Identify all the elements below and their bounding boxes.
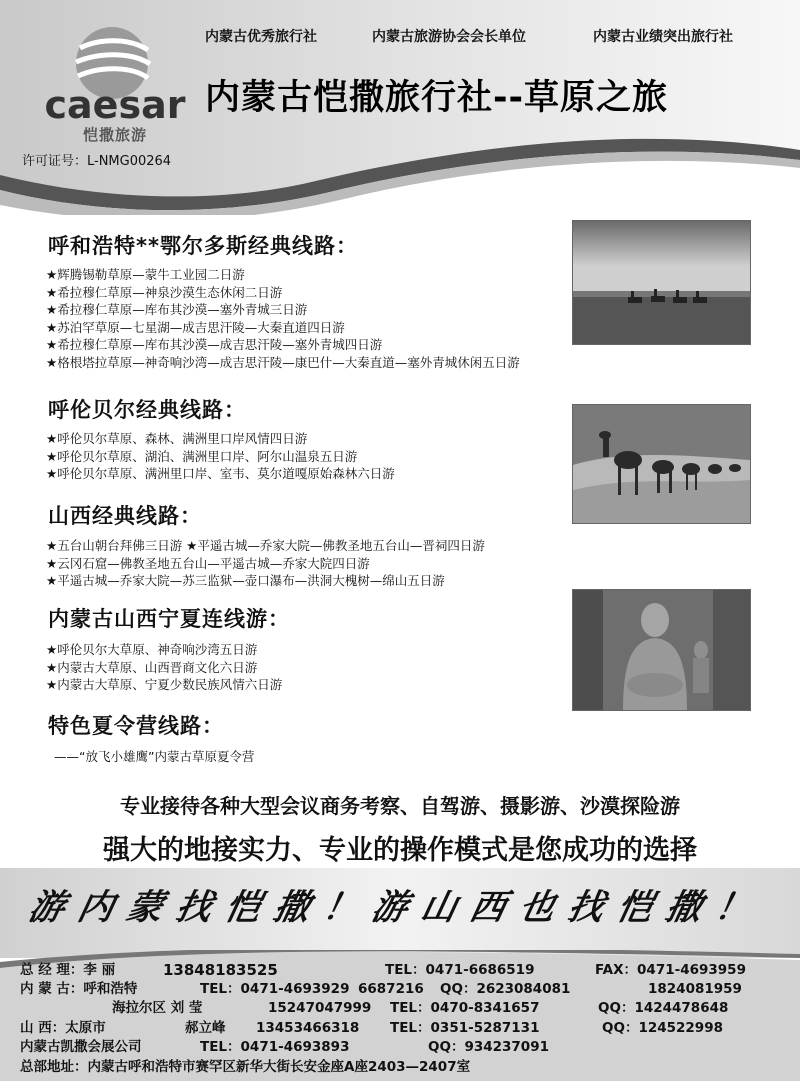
exhibition-company: 内蒙古凯撒会展公司 bbox=[20, 1039, 142, 1055]
gm-mobile: 13848183525 bbox=[163, 961, 278, 979]
license-number: 许可证号：L-NMG00264 bbox=[22, 154, 172, 169]
service-slogan: 专业接待各种大型会议商务考察、自驾游、摄影游、沙漠探险游 bbox=[120, 794, 680, 818]
section-title-hulunbuir: 呼伦贝尔经典线路： bbox=[48, 398, 246, 422]
route-item: ★内蒙古大草原、山西晋商文化六日游 bbox=[46, 659, 258, 675]
grassland-horse-photo bbox=[572, 220, 751, 345]
desert-camel-photo bbox=[572, 404, 751, 524]
route-item: ★格根塔拉草原—神奇响沙湾—成吉思汗陵—康巴什—大秦直道—塞外青城休闲五日游 bbox=[46, 354, 520, 370]
route-item: ★云冈石窟—佛教圣地五台山—平遥古城—乔家大院四日游 bbox=[46, 555, 370, 571]
route-list-hohhot-ordos bbox=[46, 266, 520, 372]
gm-name: 总 经 理：李 丽 bbox=[20, 962, 116, 978]
hohhot-qq-2: 1824081959 bbox=[648, 981, 742, 997]
route-item: ★希拉穆仁草原—库布其沙漠—塞外青城三日游 bbox=[46, 302, 308, 318]
route-list-combined bbox=[46, 641, 282, 694]
shanxi-tel: TEL：0351-5287131 bbox=[390, 1020, 540, 1036]
hq-address: 总部地址：内蒙古呼和浩特市赛罕区新华大街长安金座A座2403—2407室 bbox=[20, 1059, 471, 1075]
page-title: 内蒙古恺撒旅行社--草原之旅 bbox=[205, 78, 669, 118]
section-title-inner-mongolia-shanxi-ningxia: 内蒙古山西宁夏连线游： bbox=[48, 607, 290, 631]
route-list-summer-camp bbox=[54, 748, 254, 766]
route-item: ★呼伦贝尔大草原、神奇响沙湾五日游 bbox=[46, 642, 258, 657]
hailar-office: 海拉尔区 刘 莹 bbox=[112, 1000, 203, 1016]
shanxi-office: 山 西：太原市 bbox=[20, 1020, 106, 1036]
gm-tel: TEL：0471-6686519 bbox=[385, 962, 535, 978]
section-title-shanxi: 山西经典线路： bbox=[48, 504, 202, 528]
route-list-shanxi bbox=[46, 537, 485, 590]
hailar-mobile: 15247047999 bbox=[268, 1000, 372, 1016]
tagline-2: 内蒙古旅游协会会长单位 bbox=[372, 29, 526, 45]
exhibition-qq: QQ：934237091 bbox=[428, 1039, 549, 1055]
route-item: ★平遥古城—乔家大院—苏三监狱—壶口瀑布—洪洞大槐树—绵山五日游 bbox=[46, 573, 445, 589]
gm-fax: FAX：0471-4693959 bbox=[595, 962, 746, 978]
hailar-tel: TEL：0470-8341657 bbox=[390, 1000, 540, 1016]
tagline-3: 内蒙古业绩突出旅行社 bbox=[593, 29, 733, 45]
route-item: ★希拉穆仁草原—库布其沙漠—成吉思汗陵—塞外青城四日游 bbox=[46, 337, 383, 353]
main-slogan: 强大的地接实力、专业的操作模式是您成功的选择 bbox=[103, 835, 697, 866]
logo-cn: 恺撒旅游 bbox=[82, 126, 148, 144]
hohhot-tel-2: 6687216 bbox=[358, 981, 424, 997]
section-title-summer-camp: 特色夏令营线路： bbox=[48, 714, 224, 738]
route-item: ★内蒙古大草原、宁夏少数民族风情六日游 bbox=[46, 677, 283, 693]
route-item: ★呼伦贝尔草原、满洲里口岸、室韦、莫尔道嘎原始森林六日游 bbox=[46, 466, 395, 482]
route-item: ★呼伦贝尔草原、湖泊、满洲里口岸、阿尔山温泉五日游 bbox=[46, 448, 358, 464]
route-item: ★呼伦贝尔草原、森林、满洲里口岸风情四日游 bbox=[46, 431, 308, 446]
route-item: ——“放飞小雄鹰”内蒙古草原夏令营 bbox=[54, 749, 255, 764]
route-item: ★五台山朝台拜佛三日游 ★平遥古城—乔家大院—佛教圣地五台山—晋祠四日游 bbox=[46, 538, 485, 553]
section-title-hohhot-ordos: 呼和浩特**鄂尔多斯经典线路： bbox=[48, 234, 358, 258]
logo-word: caesar bbox=[44, 83, 186, 127]
caesar-logo bbox=[40, 18, 190, 148]
hohhot-office: 内 蒙 古：呼和浩特 bbox=[20, 981, 138, 997]
calligraphy-slogan: 游内蒙找恺撒！游山西也找恺撒！ bbox=[25, 887, 769, 928]
hohhot-qq: QQ：2623084081 bbox=[440, 981, 571, 997]
route-list-hulunbuir bbox=[46, 430, 395, 483]
shanxi-qq: QQ：124522998 bbox=[602, 1020, 723, 1036]
route-item: ★辉腾锡勒草原—蒙牛工业园二日游 bbox=[46, 267, 245, 282]
tagline-1: 内蒙古优秀旅行社 bbox=[205, 29, 317, 45]
route-item: ★希拉穆仁草原—神泉沙漠生态休闲二日游 bbox=[46, 284, 283, 300]
buddha-grotto-photo bbox=[572, 589, 751, 711]
shanxi-contact: 郝立峰 bbox=[185, 1020, 226, 1036]
hohhot-tel: TEL：0471-4693929 bbox=[200, 981, 350, 997]
route-item: ★苏泊罕草原—七星湖—成吉思汗陵—大秦直道四日游 bbox=[46, 319, 345, 335]
hailar-qq: QQ：1424478648 bbox=[598, 1000, 729, 1016]
exhibition-tel: TEL：0471-4693893 bbox=[200, 1039, 350, 1055]
shanxi-mobile: 13453466318 bbox=[256, 1020, 360, 1036]
